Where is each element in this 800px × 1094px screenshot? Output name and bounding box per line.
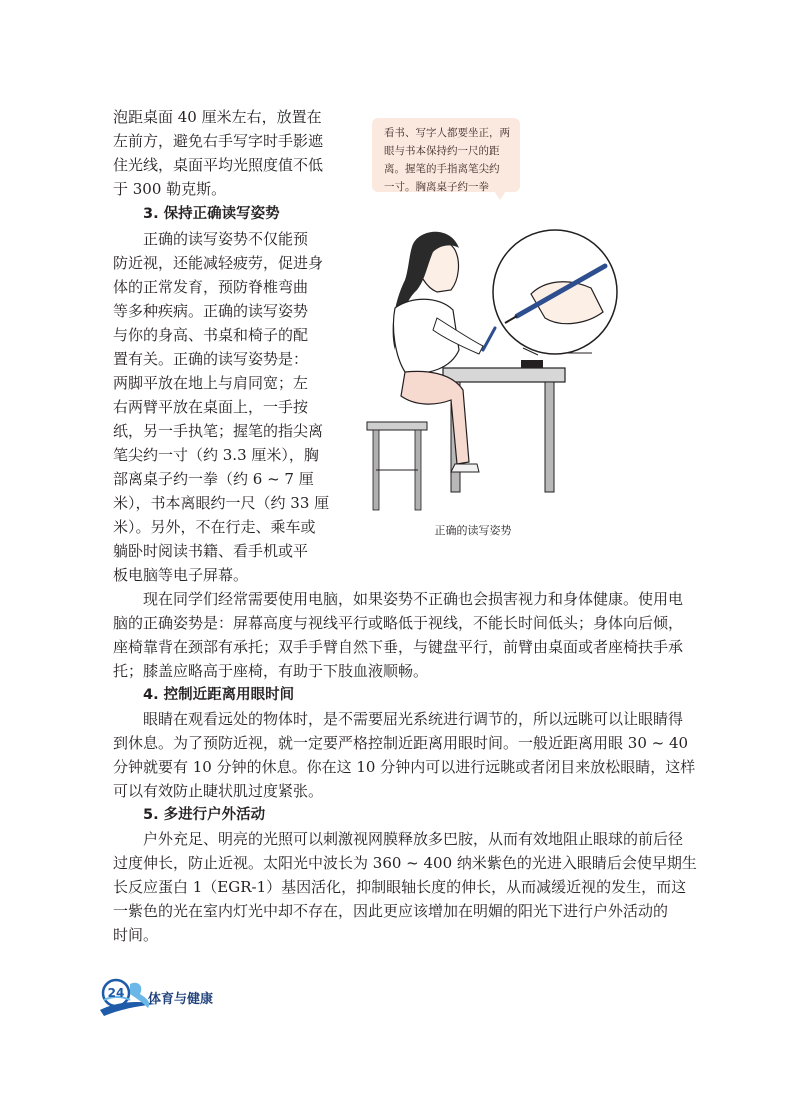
body-text-line: 置有关。正确的读写姿势是： <box>113 350 309 368</box>
body-text-line: 等多种疾病。正确的读写姿势 <box>113 302 309 320</box>
body-text-line: 一紫色的光在室内灯光中却不存在，因此更应该增加在明媚的阳光下进行户外活动的 <box>113 902 669 920</box>
body-text-line: 笔尖约一寸（约 3.3 厘米），胸 <box>113 446 319 464</box>
body-text-line: 泡距桌面 40 厘米左右，放置在 <box>113 108 322 126</box>
body-text-line: 部离桌子约一拳（约 6 ~ 7 厘 <box>113 470 314 488</box>
bubble-text-line: 一寸。胸离桌子约一拳 <box>384 181 489 193</box>
body-text-line: 长反应蛋白 1（EGR-1）基因活化，抑制眼轴长度的伸长，从而减缓近视的发生，而这 <box>113 878 687 896</box>
body-text-line: 左前方，避免右手写字时手影遮 <box>113 132 324 150</box>
body-text-line: 躺卧时阅读书籍、看手机或平 <box>113 542 309 560</box>
body-text-line: 户外充足、明亮的光照可以刺激视网膜释放多巴胺，从而有效地阻止眼球的前后径 <box>143 830 684 848</box>
section-5-heading: 5. 多进行户外活动 <box>143 807 266 823</box>
body-text-line: 米）。另外，不在行走、乘车或 <box>113 518 316 536</box>
body-text-line: 到休息。为了预防近视，就一定要严格控制近距离用眼时间。一般近距离用眼 30 ~ 40 <box>113 734 689 752</box>
bubble-text-line: 离。握笔的手指离笔尖约 <box>384 163 500 175</box>
body-text-line: 现在同学们经常需要使用电脑，如果姿势不正确也会损害视力和身体健康。使用电 <box>143 590 684 608</box>
body-text-line: 托；膝盖应略高于座椅，有助于下肢血液顺畅。 <box>113 662 429 680</box>
body-text-line: 右两臂平放在桌面上，一手按 <box>113 398 309 416</box>
section-3-heading: 3. 保持正确读写姿势 <box>143 206 280 222</box>
figure-caption: 正确的读写姿势 <box>434 524 512 537</box>
book-title: 体育与健康 <box>148 992 214 1007</box>
body-text-line: 座椅靠背在颈部有承托；双手手臂自然下垂，与键盘平行，前臂由桌面或者座椅扶手承 <box>113 638 684 656</box>
posture-illustration <box>355 200 645 520</box>
body-text-line: 板电脑等电子屏幕。 <box>113 566 249 584</box>
body-text-line: 正确的读写姿势不仅能预 <box>143 230 309 248</box>
body-text-line: 过度伸长，防止近视。太阳光中波长为 360 ~ 400 纳米紫色的光进入眼睛后会使早期生 <box>113 854 697 872</box>
section-4-heading: 4. 控制近距离用眼时间 <box>143 687 295 703</box>
body-text-line: 两脚平放在地上与肩同宽；左 <box>113 374 309 392</box>
body-text-line: 体的正常发育，预防脊椎弯曲 <box>113 278 309 296</box>
body-text-line: 时间。 <box>113 926 159 944</box>
bubble-text-line: 看书、写字人都要坐正，两 <box>384 127 510 139</box>
body-text-line: 住光线，桌面平均光照度值不低 <box>113 156 324 174</box>
body-text-line: 眼睛在观看远处的物体时，是不需要屈光系统进行调节的，所以远眺可以让眼睛得 <box>143 710 684 728</box>
speech-bubble <box>372 118 520 192</box>
body-text-line: 于 300 勒克斯。 <box>113 180 227 198</box>
body-text-line: 纸，另一手执笔；握笔的指尖离 <box>113 422 324 440</box>
body-text-line: 与你的身高、书桌和椅子的配 <box>113 326 309 344</box>
bubble-text-line: 眼与书本保持约一尺的距 <box>384 145 500 157</box>
magnified-hand-circle <box>493 230 617 355</box>
body-text-line: 分钟就要有 10 分钟的休息。你在这 10 分钟内可以进行远眺或者闭目来放松眼睛，这样 <box>113 758 696 776</box>
body-text-line: 脑的正确姿势是：屏幕高度与视线平行或略低于视线，不能长时间低头；身体向后倾， <box>113 614 684 632</box>
body-text-line: 可以有效防止睫状肌过度紧张。 <box>113 782 324 800</box>
chair <box>367 422 427 510</box>
student-figure <box>393 232 495 472</box>
body-text-line: 米），书本离眼约一尺（约 33 厘 <box>113 494 330 512</box>
body-text-line: 防近视，还能减轻疲劳，促进身 <box>113 254 324 272</box>
page-number: 24 <box>107 986 125 1000</box>
speech-bubble-tail <box>492 188 508 200</box>
